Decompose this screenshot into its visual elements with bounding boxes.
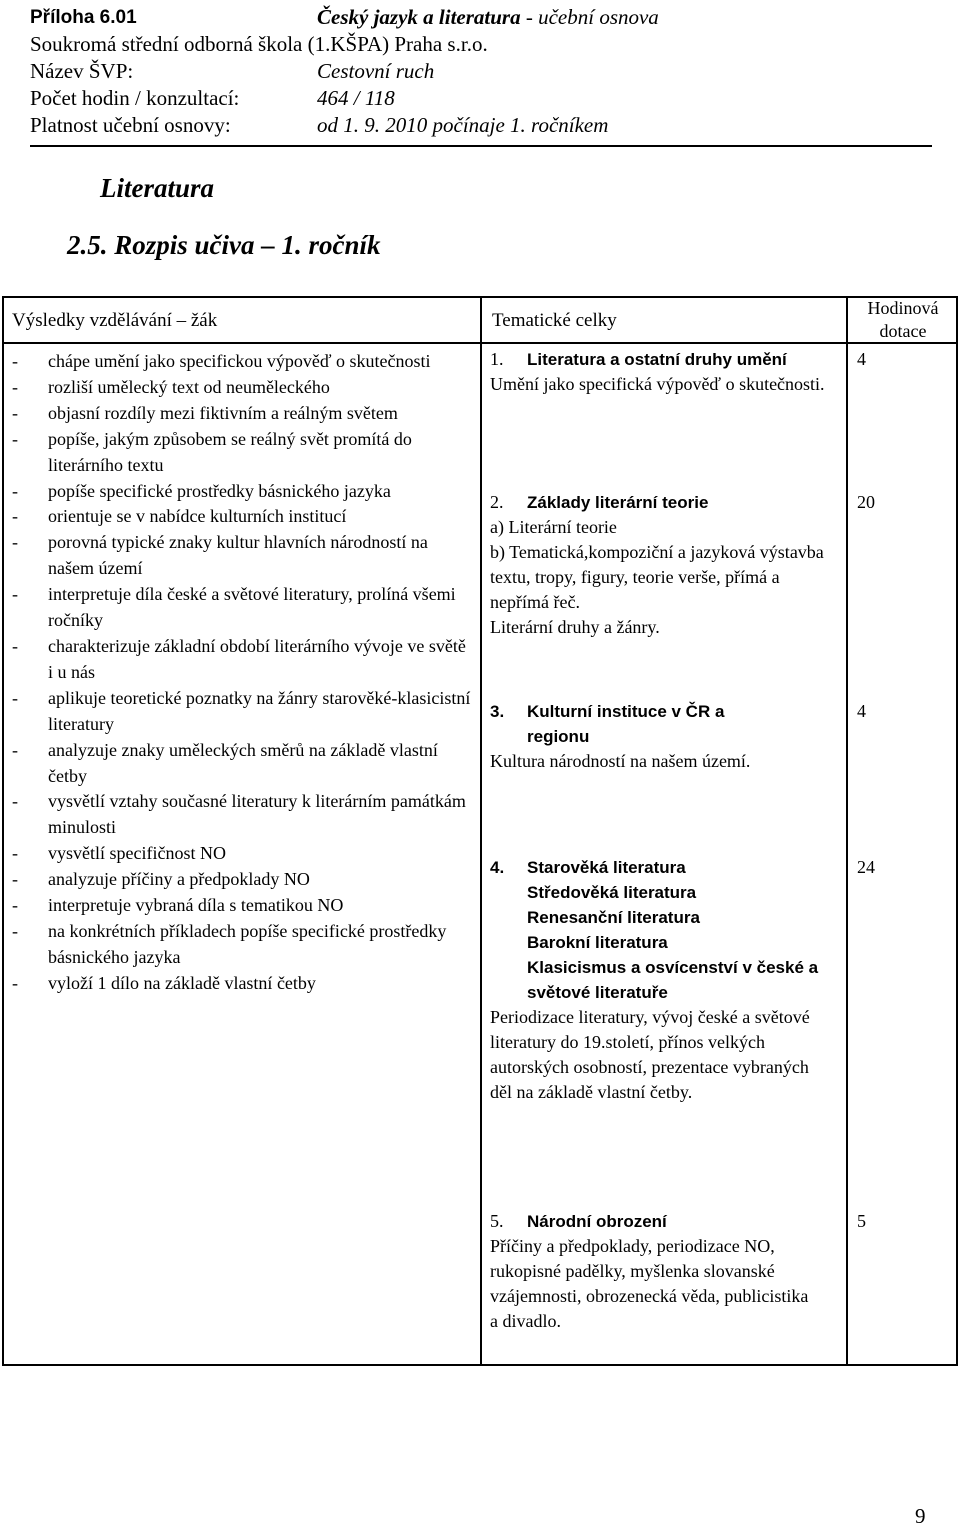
header-row-hours (30, 85, 932, 112)
outcome-text: analyzuje znaky uměleckých směrů na základě vlastní četby (48, 739, 438, 786)
document-header (30, 4, 932, 139)
outcome-text: objasní rozdíly mezi fiktivním a reálným světem (48, 402, 398, 423)
header-row-validity (30, 112, 932, 139)
subject-suffix: - učební osnova (520, 5, 659, 29)
outcome-item (12, 841, 472, 867)
outcome-text: rozliší umělecký text od neuměleckého (48, 376, 330, 397)
topic-title-text: Starověká literatura Středověká literatura Renesanční literatura Barokní literatura Klasicismus a osvícenství v české a světové literatuře (527, 858, 819, 1002)
outcome-dash: - (12, 843, 18, 864)
hours-label: Počet hodin / konzultací: (30, 86, 240, 110)
section-title: Literatura (100, 173, 215, 203)
outcome-item (12, 867, 472, 893)
outcome-item (12, 634, 472, 686)
table-header-divider (2, 342, 958, 344)
outcome-text: charakterizuje základní období literárního vývoje ve světě i u nás (48, 635, 466, 682)
outcome-item (12, 789, 472, 841)
topic-content: Periodizace literatury, vývoj české a světové literatury do 19.století, přínos velkých autorských osobností, prezentace vybraných děl na základě vlastní četby. (490, 1007, 810, 1102)
hours-topic-4: 24 (857, 857, 875, 877)
outcome-dash: - (12, 351, 18, 371)
topic-title (490, 1209, 840, 1234)
outcome-dash: - (12, 506, 18, 527)
hours-topic-1: 4 (857, 349, 866, 369)
topic-content: a) Literární teorie b) Tematická,kompoziční a jazyková výstavba textu, tropy, figury, teorie verše, přímá a nepřímá řeč. Literární druhy a žánry. (490, 517, 824, 637)
header-row-school (30, 31, 932, 58)
topic-number: 5. (490, 1211, 504, 1231)
topic-title (490, 855, 847, 1005)
validity-value: od 1. 9. 2010 počínaje 1. ročníkem (317, 113, 609, 137)
col3-header-line1: Hodinová (867, 298, 939, 318)
topic-number: 1. (490, 349, 504, 369)
table-col-divider-1 (480, 296, 482, 1366)
outcome-text: vyloží 1 dílo na základě vlastní četby (48, 972, 316, 993)
col3-header (848, 297, 958, 343)
table-border-right (956, 296, 958, 1366)
outcome-dash: - (12, 920, 18, 941)
outcome-item (12, 686, 472, 738)
outcome-dash: - (12, 972, 18, 993)
col3-header-line2: dotace (879, 321, 927, 341)
hours-topic-2: 20 (857, 492, 875, 512)
table-border-left (2, 296, 4, 1366)
topic-1 (490, 347, 840, 397)
topic-title (490, 347, 840, 372)
topic-number: 3. (490, 702, 505, 721)
page-number: 9 (915, 1504, 926, 1528)
outcome-text: popíše, jakým způsobem se reálný svět promítá do literárního textu (48, 428, 412, 475)
outcome-item (12, 427, 472, 479)
outcome-item (12, 738, 472, 790)
outcome-item (12, 349, 472, 375)
topic-title (490, 490, 840, 515)
outcome-text: interpretuje vybraná díla s tematikou NO (48, 895, 344, 916)
outcome-dash: - (12, 869, 18, 890)
section-subtitle: 2.5. Rozpis učiva – 1. ročník (67, 230, 381, 260)
col2-header: Tematické celky (492, 310, 617, 331)
topic-title-text: Kulturní instituce v ČR a regionu (527, 702, 725, 746)
outcome-item (12, 582, 472, 634)
outcome-dash: - (12, 791, 18, 812)
topic-content: Příčiny a předpoklady, periodizace NO, rukopisné padělky, myšlenka slovanské vzájemnosti, obrozenecká věda, publicistika a divadlo. (490, 1236, 809, 1331)
subject-name: Český jazyk a literatura (317, 5, 521, 29)
outcome-item (12, 919, 472, 971)
topic-5 (490, 1209, 840, 1334)
hours-topic-3: 4 (857, 701, 866, 721)
col1-header: Výsledky vzdělávání – žák (12, 310, 218, 331)
header-row-appendix (30, 4, 932, 31)
outcome-text: porovná typické znaky kultur hlavních národností na našem území (48, 532, 428, 579)
outcome-text: aplikuje teoretické poznatky na žánry starověké-klasicistní literatury (48, 687, 471, 734)
topic-content: Umění jako specifická výpověď o skutečnosti. (490, 374, 825, 394)
svp-label: Název ŠVP: (30, 59, 134, 83)
outcome-item (12, 893, 472, 919)
outcome-dash: - (12, 428, 18, 449)
outcome-dash: - (12, 480, 18, 501)
svp-value: Cestovní ruch (317, 59, 435, 83)
outcome-text: vysvětlí specifičnost NO (48, 843, 226, 864)
outcome-text: popíše specifické prostředky básnického jazyka (48, 480, 391, 501)
hours-topic-5: 5 (857, 1211, 866, 1231)
topic-2 (490, 490, 840, 640)
outcome-dash: - (12, 687, 18, 708)
outcome-dash: - (12, 895, 18, 916)
outcome-text: analyzuje příčiny a předpoklady NO (48, 869, 310, 890)
school-name: Soukromá střední odborná škola (1.KŠPA) Praha s.r.o. (30, 32, 488, 56)
appendix-label: Příloha 6.01 (30, 7, 137, 28)
outcome-item (12, 401, 472, 427)
validity-label: Platnost učební osnovy: (30, 113, 231, 137)
topic-title (490, 699, 787, 749)
outcome-dash: - (12, 739, 18, 760)
outcome-item (12, 530, 472, 582)
topic-title-text: Literatura a ostatní druhy umění (527, 350, 787, 369)
header-divider (30, 145, 932, 147)
outcome-text: orientuje se v nabídce kulturních institucí (48, 506, 347, 527)
header-row-svp (30, 58, 932, 85)
outcome-dash: - (12, 532, 18, 553)
outcome-dash: - (12, 584, 18, 605)
outcomes-list (12, 349, 472, 997)
table-col-divider-2 (846, 296, 848, 1366)
outcome-dash: - (12, 376, 18, 397)
outcome-dash: - (12, 402, 18, 423)
subject-title (317, 4, 659, 31)
outcome-item (12, 375, 472, 401)
hours-value: 464 / 118 (317, 86, 395, 110)
outcome-item (12, 479, 472, 505)
topic-4 (490, 855, 840, 1105)
topic-content: Kultura národností na našem území. (490, 751, 751, 771)
outcome-dash: - (12, 635, 18, 656)
outcome-item (12, 504, 472, 530)
topic-number: 2. (490, 492, 504, 512)
topic-3 (490, 699, 840, 774)
outcome-text: chápe umění jako specifickou výpověď o skutečnosti (48, 351, 431, 371)
outcome-text: vysvětlí vztahy současné literatury k literárním památkám minulosti (48, 791, 466, 838)
outcome-item (12, 971, 472, 997)
topic-number: 4. (490, 858, 505, 877)
outcome-text: na konkrétních příkladech popíše specifické prostředky básnického jazyka (48, 920, 447, 967)
topic-title-text: Národní obrození (527, 1212, 667, 1231)
outcome-text: interpretuje díla české a světové literatury, prolíná všemi ročníky (48, 584, 456, 631)
topic-title-text: Základy literární teorie (527, 493, 709, 512)
